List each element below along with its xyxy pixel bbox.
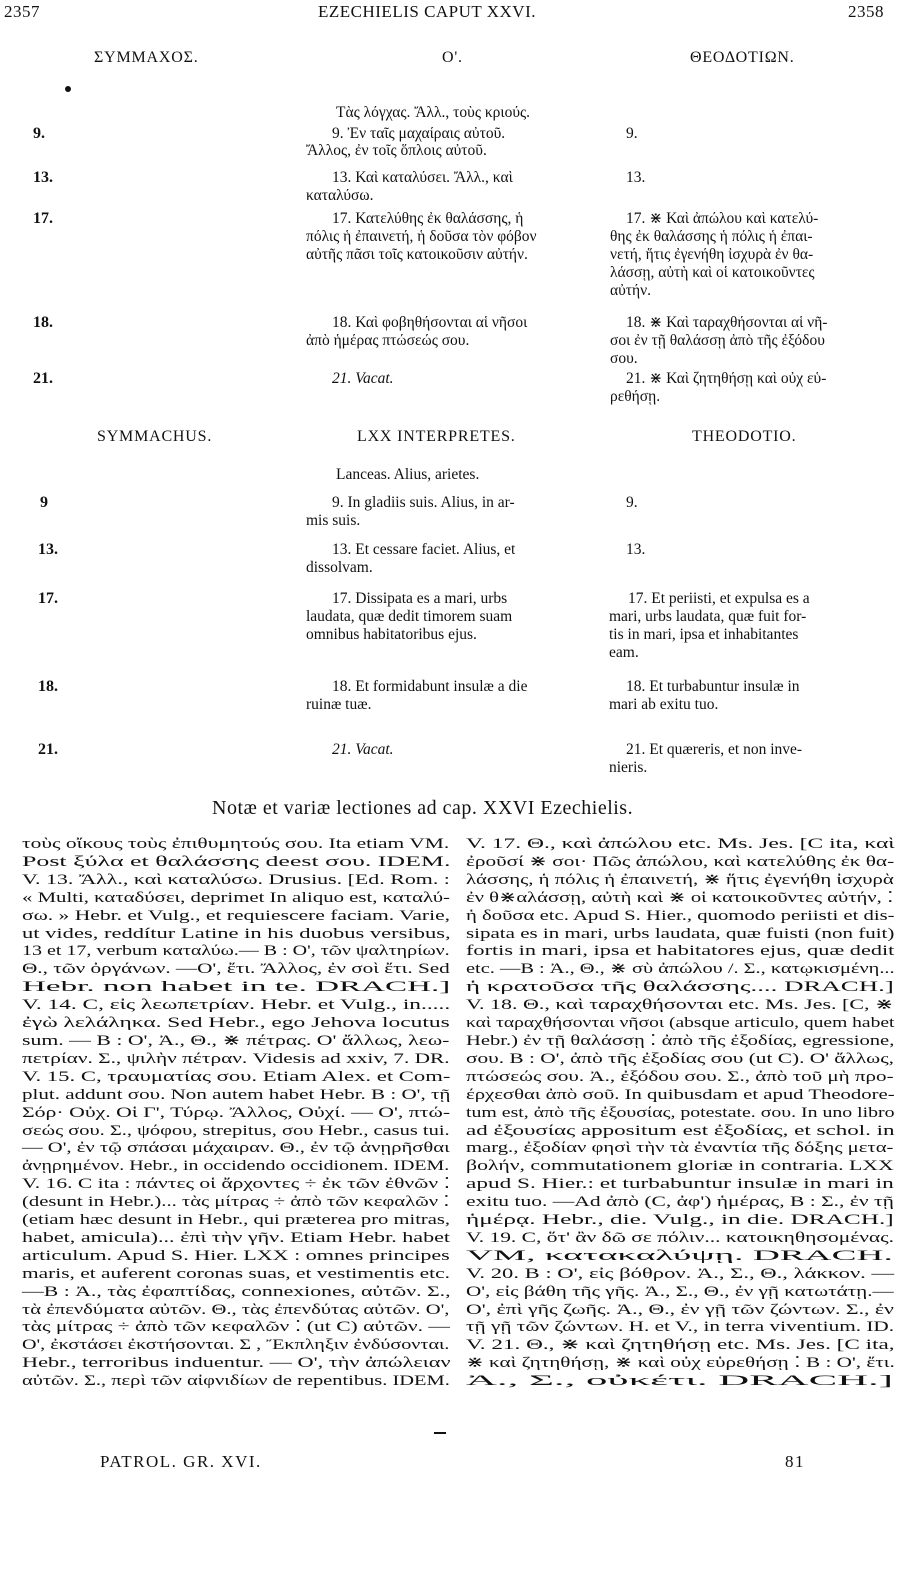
note-line: ἡ κρατοῦσα τῆς θαλάσσης.... DRACH.] xyxy=(466,979,894,996)
greek-right-line: σου. xyxy=(610,350,638,367)
latin-mid-line: 18. Et formidabunt insulæ a die xyxy=(332,678,528,695)
note-line: V. 15. C, τραυματίας σου. Etiam Alex. et Com- xyxy=(22,1068,451,1085)
left-page-number: 2357 xyxy=(4,2,40,21)
greek-mid-line: αὐτῆς πᾶσι τοῖς κατοικοῦσιν αὐτήν. xyxy=(306,246,528,263)
note-line: plut. addunt σου. Non autem habet Hebr. B : Ο', τῇ xyxy=(22,1086,451,1103)
latin-right-line: 17. Et periisti, et expulsa es a xyxy=(628,590,810,607)
note-line: ἐν θ⋇αλάσσῃ, αὐτὴ καὶ ⋇ οἱ κατοικοῦντες αὐτήν, ⁚ xyxy=(466,889,894,906)
note-line: πτώσεώς σου. Ἀ., ἐξόδου σου. Σ., ἀπὸ τοῦ μὴ προ- xyxy=(466,1068,894,1085)
note-line: τὰς μίτρας ÷ ἀπὸ τῶν κεφαλῶν ⁚ (ut C) αὐτῶν. — xyxy=(22,1319,450,1336)
note-line: λάσσης, ἡ πόλις ἡ ἐπαινετή, ⋇ ἥτις ἐγενήθη ἰσχυρὰ xyxy=(466,871,894,888)
latin-right-line: 21. Et quæreris, et non inve- xyxy=(626,741,803,758)
note-line: tum est, ἀπὸ τῆς ἐξουσίας, potestate. σου. In uno libro xyxy=(466,1104,895,1121)
note-line: fortis in mari, ipsa et habitatores ejus, quæ dedit xyxy=(466,943,895,960)
note-line: ad ἐξουσίας appositum est ἐξοδίας, et schol. in xyxy=(466,1122,895,1139)
note-line: « Multi, καταδύσει, deprimet In aliquo est, καταλύ- xyxy=(22,889,450,906)
latin-mid-line: mis suis. xyxy=(306,512,361,529)
note-line: sipata es in mari, urbs laudata, quæ fuisti (non fuit) xyxy=(466,925,895,942)
note-line: (etiam hæc desunt in Hebr., qui præterea pro mitras, xyxy=(22,1212,451,1229)
notes-right-column xyxy=(466,836,896,1391)
note-line: habet, amicula)... ἐπὶ τὴν γῆν. Etiam Hebr. habet xyxy=(22,1229,451,1246)
note-line: 13 et 17, verbum καταλύω.— B : Ο', τῶν ψαλτηρίων. xyxy=(22,943,450,960)
greek-left-num: 17. xyxy=(33,210,53,227)
note-line: marg., ἐξοδίαν φησὶ τὴν τὰ ἐναντία τῆς δόξης μετα- xyxy=(466,1140,894,1157)
latin-mid-line: laudata, quæ dedit timorem suam xyxy=(306,608,513,625)
greek-right-line: 9. xyxy=(626,125,638,142)
greek-right-line: ρεθήσῃ. xyxy=(610,388,661,405)
latin-left-num: 9 xyxy=(40,494,48,511)
latin-right-line: nieris. xyxy=(609,759,648,776)
greek-right-line: νετή, ἥτις ἐγενήθη ἰσχυρὰ ἐν θα- xyxy=(610,246,814,263)
note-line: έρχεσθαι ἀπὸ σοῦ. In quibusdam et apud Theodore- xyxy=(466,1086,895,1103)
note-line: ἐγὼ λελάληκα. Sed Hebr., ego Jehova locutus xyxy=(22,1015,450,1032)
note-line: (desunt in Hebr.)... τὰς μίτρας ÷ ἀπὸ τῶν κεφαλῶν ⁚ xyxy=(22,1194,450,1211)
latin-right-line: mari, urbs laudata, quæ fuit for- xyxy=(609,608,807,625)
note-line: Ο', ἐπὶ γῆς ζωῆς. Ἀ., Θ., ἐν γῇ τῶν ζώντων. Σ., ἐν xyxy=(466,1301,894,1318)
note-line: ⋇ καὶ ζητηθήσῃ, ⋇ καὶ οὐχ εὑρεθήσῃ ⁚ B : Ο', ἔτι. xyxy=(466,1355,895,1372)
note-line: apud S. Hier.: et turbabuntur insulæ in mari in xyxy=(466,1176,894,1193)
note-line: βολήν, commutationem gloriæ in contraria. LXX xyxy=(466,1158,894,1175)
footer-signature: 81 xyxy=(785,1452,805,1471)
greek-right-line: θης ἐκ θαλάσσης ἡ πόλις ἡ ἐπαι- xyxy=(610,228,813,245)
greek-mid-line: 9. Ἐν ταῖς μαχαίραις αὐτοῦ. xyxy=(332,125,506,142)
greek-left-num: 9. xyxy=(33,125,45,142)
greek-mid-line: Τὰς λόγχας. Ἄλλ., τοὺς κριούς. xyxy=(336,104,530,121)
greek-right-line: 17. ⋇ Καὶ ἀπώλου καὶ κατελύ- xyxy=(626,210,819,227)
note-line: VM, κατακαλύψῃ. DRACH. xyxy=(466,1247,893,1264)
separator-mark xyxy=(434,1432,446,1434)
note-line: — Ο', ἐν τῷ σπάσαι μάχαιραν. Θ., ἐν τῷ ἀνῃρῆσθαι xyxy=(22,1140,450,1157)
greek-right-line: σοι ἐν τῇ θαλάσσῃ ἀπὸ τῆς ἐξόδου xyxy=(610,332,825,349)
greek-mid-line: 21. Vacat. xyxy=(332,370,394,387)
note-line: Hebr.) ἐν τῇ θαλάσσῃ ⁚ ἀπὸ τῆς ἐξοδίας, egressione, xyxy=(466,1032,895,1049)
latin-right-line: tis in mari, ipsa et inhabitantes xyxy=(609,626,799,643)
latin-col-symmachus: SYMMACHUS. xyxy=(97,428,213,445)
note-line: Ο', ἐκστάσει ἐκστήσονται. Σ , Ἔκπληξιν ἐνδύσονται. xyxy=(22,1337,450,1354)
greek-right-line: 13. xyxy=(626,169,646,186)
note-line: Θ., τῶν ὀργάνων. —Ο', ἔτι. Ἄλλος, ἐν σοὶ ἔτι. Sed xyxy=(22,961,450,978)
note-line: V. 19. C, ὅτ' ἂν δῶ σε πόλιν... κατοικηθησομένας. xyxy=(466,1229,895,1246)
latin-mid-line: 9. In gladiis suis. Alius, in ar- xyxy=(332,494,515,511)
latin-mid-line: 21. Vacat. xyxy=(332,741,394,758)
latin-left-num: 21. xyxy=(38,741,58,758)
latin-mid-line: ruinæ tuæ. xyxy=(306,696,372,713)
greek-col-symmachus: ΣΥΜΜΑΧΟΣ. xyxy=(94,49,199,66)
note-line: τὰ ἐπενδύματα αὐτῶν. Θ., τὰς ἐπενδύτας αὐτῶν. Ο', xyxy=(22,1301,450,1318)
greek-mid-line: καταλύσω. xyxy=(306,187,374,204)
greek-mid-line: 17. Κατελύθης ἐκ θαλάσσης, ἡ xyxy=(332,210,524,227)
running-title: EZECHIELIS CAPUT XXVI. xyxy=(318,2,536,21)
latin-col-lxx: LXX INTERPRETES. xyxy=(357,428,516,445)
greek-mid-line: Ἄλλος, ἐν τοῖς ὅπλοις αὐτοῦ. xyxy=(306,142,487,159)
note-line: τῇ γῇ τῶν ζώντων. H. et V., in terra viventium. ID. xyxy=(466,1319,895,1336)
note-line: sum. — B : Ο', Ἀ., Θ., ⋇ πέτρας. Ο' ἄλλως, λεω- xyxy=(22,1032,450,1049)
latin-mid-line: 17. Dissipata es a mari, urbs xyxy=(332,590,508,607)
greek-left-num: 21. xyxy=(33,370,53,387)
latin-right-line: 13. xyxy=(626,541,646,558)
latin-left-num: 17. xyxy=(38,590,58,607)
note-line: Ἀ., Σ., οὐκέτι. DRACH.] xyxy=(466,1373,894,1390)
greek-col-lxx: Ο'. xyxy=(442,49,463,66)
note-line: articulum. Apud S. Hier. LXX : omnes principes xyxy=(22,1247,450,1264)
greek-right-line: 18. ⋇ Καὶ ταραχθήσονται αἱ νῆ- xyxy=(626,314,828,331)
note-line: —B : Ἀ., τὰς ἐφαπτίδας, connexiones, αὐτῶν. Σ., xyxy=(22,1283,451,1300)
latin-mid-line: omnibus habitatoribus ejus. xyxy=(306,626,477,643)
latin-right-line: eam. xyxy=(609,644,639,661)
greek-left-num: 18. xyxy=(33,314,53,331)
note-line: Ο', εἰς βάθη τῆς γῆς. Ἀ., Σ., Θ., ἐν γῇ κατωτάτῃ.— xyxy=(466,1283,894,1300)
note-line: V. 18. Θ., καὶ ταραχθήσονται etc. Ms. Jes. [C, ⋇ xyxy=(466,997,894,1014)
greek-mid-line: πόλις ἡ ἐπαινετή, ἡ δοῦσα τὸν φόβον xyxy=(306,228,537,245)
latin-right-line: mari ab exitu tuo. xyxy=(609,696,719,713)
note-line: ut vides, reddítur Latine in his duobus versibus, xyxy=(22,925,451,942)
greek-mid-line: ἀπὸ ἡμέρας πτώσεώς σου. xyxy=(306,332,470,349)
note-line: καὶ ταραχθήσονται νῆσοι (absque articulo, quem habet xyxy=(466,1015,895,1032)
note-line: maris, et auferent coronas suas, et vestimentis etc. xyxy=(22,1265,450,1282)
greek-right-line: 21. ⋇ Καὶ ζητηθήσῃ καὶ οὐχ εὑ- xyxy=(626,370,827,387)
right-page-number: 2358 xyxy=(848,2,884,21)
latin-mid-line: 13. Et cessare faciet. Alius, et xyxy=(332,541,516,558)
latin-right-line: 18. Et turbabuntur insulæ in xyxy=(626,678,800,695)
latin-right-line: 9. xyxy=(626,494,638,511)
greek-mid-line: 18. Καὶ φοβηθήσονται αἱ νῆσοι xyxy=(332,314,528,331)
greek-right-line: αὐτήν. xyxy=(610,282,652,299)
note-line: αὐτῶν. Σ., περὶ τῶν αἰφνιδίων de repentibus. IDEM. xyxy=(22,1373,450,1390)
note-line: V. 14. C, εἰς λεωπετρίαν. Hebr. et Vulg., in..... xyxy=(22,997,451,1014)
note-line: σου. B : Ο', ἀπὸ τῆς ἐξοδίας σου (ut C). Ο' ἄλλως, xyxy=(466,1050,894,1067)
greek-mid-line: 13. Καὶ καταλύσει. Ἄλλ., καὶ xyxy=(332,169,513,186)
latin-mid-line: Lanceas. Alius, arietes. xyxy=(336,466,480,483)
note-line: V. 13. Ἄλλ., καὶ καταλύσω. Drusius. [Ed. Rom. : xyxy=(22,871,450,888)
note-line: V. 20. B : Ο', εἰς βόθρον. Ἀ., Σ., Θ., λάκκον. — xyxy=(466,1265,895,1282)
latin-col-theodotion: THEODOTIO. xyxy=(692,428,797,445)
note-line: etc. —B : Ἀ., Θ., ⋇ σὺ ἀπώλου /. Σ., κατῳκισμένη... xyxy=(466,961,895,978)
note-line: ἡ δοῦσα etc. Apud S. Hier., quomodo periisti et dis- xyxy=(466,907,895,924)
latin-mid-line: dissolvam. xyxy=(306,559,373,576)
greek-col-theodotion: ΘΕΟΔΟΤΙΩΝ. xyxy=(690,49,795,66)
note-line: V. 16. C ita : πάντες οἱ ἄρχοντες ÷ ἐκ τῶν ἐθνῶν ⁚ xyxy=(22,1176,451,1193)
note-line: Hebr., terroribus induentur. — Ο', τὴν ἀπώλειαν xyxy=(22,1355,451,1372)
latin-left-num: 18. xyxy=(38,678,58,695)
note-line: ἐροῦσί ⋇ σοι· Πῶς ἀπώλου, καὶ κατελύθης ἐκ θα- xyxy=(466,853,895,870)
notes-left-column xyxy=(22,836,452,1391)
ink-dot xyxy=(65,86,71,92)
note-line: σεώς σου. Σ., ψόφου, strepitus, σου Hebr., casus tui. xyxy=(22,1122,450,1139)
note-line: ἀνῃρημένον. Hebr., in occidendo occidionem. IDEM. xyxy=(22,1158,450,1175)
note-line: V. 21. Θ., ⋇ καὶ ζητηθήσῃ etc. Ms. Jes. [C ita, xyxy=(466,1337,895,1354)
latin-left-num: 13. xyxy=(38,541,58,558)
note-line: V. 17. Θ., καὶ ἀπώλου etc. Ms. Jes. [C ita, καὶ xyxy=(466,836,895,852)
notes-title: Notæ et variæ lectiones ad cap. XXVI Ezechielis. xyxy=(212,797,634,819)
note-line: πετρίαν. Σ., ψιλὴν πέτραν. Videsis ad xxiv, 7. DR. xyxy=(22,1050,450,1067)
note-line: Hebr. non habet in te. DRACH.] xyxy=(22,979,451,996)
note-line: τοὺς οἴκους τοὺς ἐπιθυμητούς σου. Ita etiam VM. xyxy=(22,836,450,852)
note-line: σω. » Hebr. et Vulg., et requiescere faciam. Varie, xyxy=(22,907,451,924)
note-line: Post ξύλα et θαλάσσης deest σου. IDEM. xyxy=(22,853,451,870)
note-line: exitu tuo. —Ad ἀπὸ (C, ἀφ') ἡμέρας, B : Σ., ἐν τῇ xyxy=(466,1194,894,1211)
greek-left-num: 13. xyxy=(33,169,53,186)
footer-volume: PATROL. GR. XVI. xyxy=(100,1452,262,1471)
note-line: Σόρ· Οὐχ. Οἱ Γ', Τύρῳ. Ἄλλος, Οὐχί. — Ο', πτώ- xyxy=(22,1104,451,1121)
greek-right-line: λάσσῃ, αὐτὴ καὶ οἱ κατοικοῦντες xyxy=(610,264,815,281)
note-line: ἡμέρᾳ. Hebr., die. Vulg., in die. DRACH.] xyxy=(466,1212,894,1229)
